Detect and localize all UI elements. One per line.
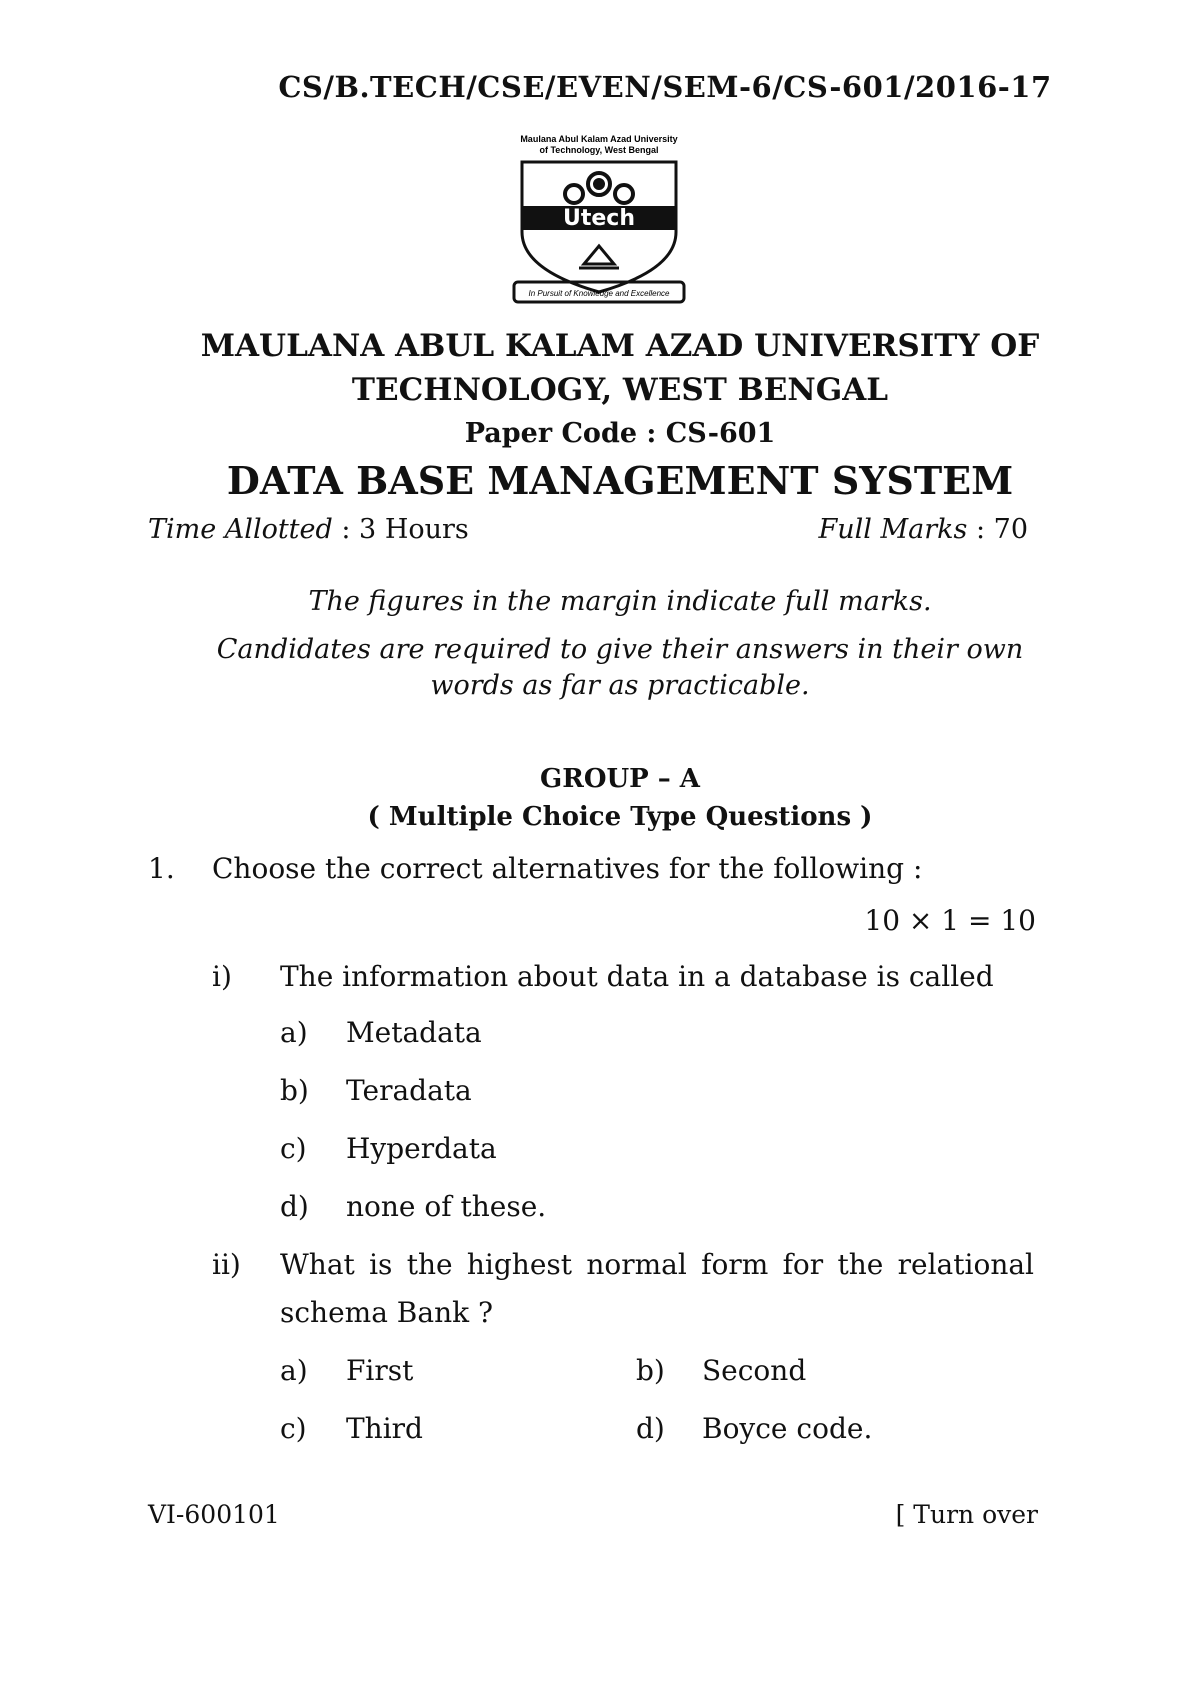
instruction-line1: The figures in the margin indicate full marks.	[308, 586, 932, 617]
logo-brand-text: Utech	[562, 206, 636, 231]
instruction-line3: words as far as practicable.	[430, 670, 810, 701]
option-text: Metadata	[346, 1016, 482, 1049]
item-text-line2: schema Bank ?	[280, 1296, 493, 1329]
paper-reference-code: CS/B.TECH/CSE/EVEN/SEM-6/CS-601/2016-17	[278, 70, 1052, 104]
logo-ribbon-text: In Pursuit of Knowledge and Excellence	[528, 289, 670, 298]
university-logo	[504, 132, 694, 314]
option-label: b)	[280, 1074, 309, 1107]
lamp-icon	[579, 246, 619, 268]
option-text: First	[346, 1354, 414, 1387]
logo-top-text-1: Maulana Abul Kalam Azad University	[520, 134, 678, 144]
footer-code: VI-600101	[148, 1500, 280, 1529]
question-number: 1.	[148, 852, 175, 885]
option-text: Second	[702, 1354, 807, 1387]
option-label: c)	[280, 1132, 307, 1165]
turn-over: [ Turn over	[895, 1500, 1038, 1529]
time-allotted	[148, 514, 469, 545]
option-text: none of these.	[346, 1190, 547, 1223]
university-name-line1: MAULANA ABUL KALAM AZAD UNIVERSITY OF	[200, 328, 1040, 364]
university-name-line2: TECHNOLOGY, WEST BENGAL	[351, 372, 889, 408]
subject-title: DATA BASE MANAGEMENT SYSTEM	[226, 458, 1014, 503]
time-label: Time Allotted	[148, 514, 333, 545]
paper-code: Paper Code : CS-601	[464, 418, 776, 449]
option-text: Boyce code.	[702, 1412, 873, 1445]
option-text: Hyperdata	[346, 1132, 497, 1165]
group-subtitle: ( Multiple Choice Type Questions )	[367, 802, 873, 832]
time-value: : 3 Hours	[332, 514, 469, 545]
option-text: Teradata	[346, 1074, 472, 1107]
question-text: Choose the correct alternatives for the following :	[212, 852, 923, 885]
option-label: d)	[636, 1412, 665, 1445]
option-text: Third	[346, 1412, 423, 1445]
option-label: b)	[636, 1354, 665, 1387]
group-title: GROUP – A	[540, 764, 700, 794]
item-text: The information about data in a database is called	[280, 960, 994, 993]
option-label: a)	[280, 1354, 308, 1387]
item-number: ii)	[212, 1248, 241, 1281]
option-label: a)	[280, 1016, 308, 1049]
option-label: c)	[280, 1412, 307, 1445]
instruction-line2: Candidates are required to give their answers in their own	[216, 634, 1024, 665]
option-label: d)	[280, 1190, 309, 1223]
question-marks: 10 × 1 = 10	[864, 904, 1036, 937]
marks-value: : 70	[967, 514, 1028, 545]
logo-top-text-2: of Technology, West Bengal	[539, 145, 659, 155]
full-marks	[819, 514, 1028, 545]
item-number: i)	[212, 960, 232, 993]
marks-label: Full Marks	[818, 514, 968, 545]
gears-icon	[565, 173, 633, 203]
item-text-line1: What is the highest normal form for the relational	[280, 1248, 1034, 1281]
